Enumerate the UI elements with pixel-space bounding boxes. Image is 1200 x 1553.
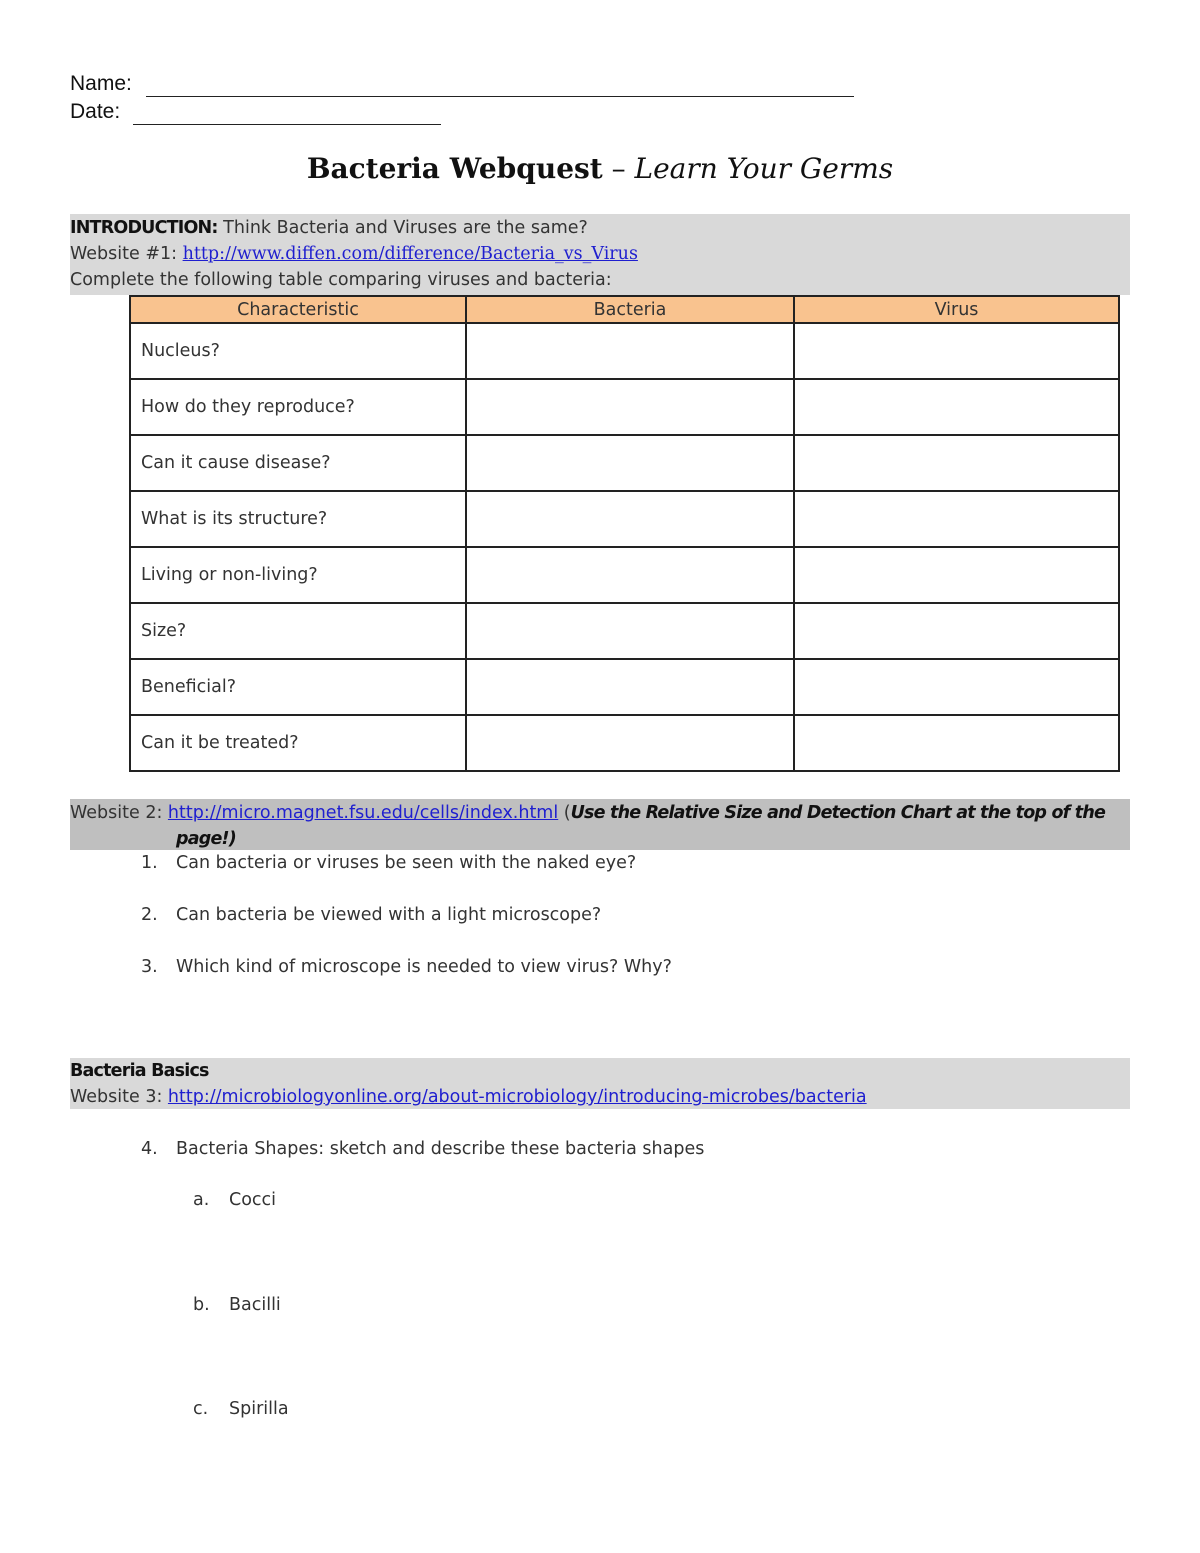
website3-label: Website 3: [70, 1087, 168, 1107]
website2-line [70, 803, 1105, 823]
table-row [130, 603, 1119, 659]
bacteria-answer-cell[interactable] [466, 603, 794, 659]
bacteria-answer-cell[interactable] [466, 435, 794, 491]
question-4-text: Bacteria Shapes: sketch and describe these bacteria shapes [176, 1139, 705, 1159]
title-main: Bacteria Webquest [306, 152, 603, 185]
date-field[interactable] [133, 124, 441, 125]
table-row [130, 379, 1119, 435]
bacteria-answer-cell[interactable] [466, 379, 794, 435]
header-characteristic: Characteristic [130, 296, 466, 323]
question-2-number: 2. [141, 905, 158, 925]
question-2-text: Can bacteria be viewed with a light microscope? [176, 905, 602, 925]
shape-b-label: Bacilli [229, 1295, 281, 1315]
row-characteristic: What is its structure? [130, 491, 466, 547]
row-characteristic: Living or non-living? [130, 547, 466, 603]
basics-heading: Bacteria Basics [70, 1061, 209, 1081]
website2-note-cont: page!) [176, 829, 236, 849]
website1-line [70, 244, 638, 264]
shape-b-letter: b. [193, 1295, 210, 1315]
shape-a-letter: a. [193, 1190, 210, 1210]
name-label: Name: [70, 72, 132, 95]
table-row [130, 547, 1119, 603]
bacteria-answer-cell[interactable] [466, 323, 794, 379]
name-field[interactable] [146, 96, 854, 97]
header-bacteria: Bacteria [466, 296, 794, 323]
question-1-number: 1. [141, 853, 158, 873]
intro-line [70, 218, 588, 238]
website1-label: Website #1: [70, 244, 183, 264]
website3-link[interactable]: http://microbiologyonline.org/about-microbiology/introducing-microbes/bacteria [167, 1087, 867, 1107]
virus-answer-cell[interactable] [794, 659, 1119, 715]
shape-c-letter: c. [193, 1399, 209, 1419]
shape-c-label: Spirilla [229, 1399, 289, 1419]
table-header-row [130, 296, 1119, 323]
table-row [130, 435, 1119, 491]
bacteria-answer-cell[interactable] [466, 547, 794, 603]
website2-label: Website 2: [70, 803, 168, 823]
virus-answer-cell[interactable] [794, 491, 1119, 547]
row-characteristic: Size? [130, 603, 466, 659]
question-3-number: 3. [141, 957, 158, 977]
row-characteristic: How do they reproduce? [130, 379, 466, 435]
table-instruction: Complete the following table comparing viruses and bacteria: [70, 270, 612, 290]
virus-answer-cell[interactable] [794, 323, 1119, 379]
virus-answer-cell[interactable] [794, 379, 1119, 435]
row-characteristic: Can it be treated? [130, 715, 466, 771]
website1-link[interactable]: http://www.diffen.com/difference/Bacteria_vs_Virus [182, 244, 638, 264]
question-3-text: Which kind of microscope is needed to view virus? Why? [176, 957, 672, 977]
question-1-text: Can bacteria or viruses be seen with the naked eye? [176, 853, 637, 873]
intro-text: Think Bacteria and Viruses are the same? [217, 218, 588, 238]
website2-note: Use the Relative Size and Detection Chart at the top of the [570, 803, 1106, 823]
virus-answer-cell[interactable] [794, 435, 1119, 491]
table-row [130, 323, 1119, 379]
table-row [130, 491, 1119, 547]
title-subtitle: Learn Your Germs [634, 152, 894, 185]
bacteria-answer-cell[interactable] [466, 659, 794, 715]
intro-heading: INTRODUCTION: [70, 218, 218, 238]
title-dash: – [602, 152, 635, 185]
website2-link[interactable]: http://micro.magnet.fsu.edu/cells/index.html [167, 803, 559, 823]
bacteria-answer-cell[interactable] [466, 715, 794, 771]
shape-a-label: Cocci [229, 1190, 277, 1210]
bacteria-answer-cell[interactable] [466, 491, 794, 547]
header-virus: Virus [794, 296, 1119, 323]
date-label: Date: [70, 100, 121, 123]
website3-line [70, 1087, 867, 1107]
website2-note-open: ( [558, 803, 571, 823]
table-row [130, 659, 1119, 715]
page-title [0, 152, 1200, 185]
table-row [130, 715, 1119, 771]
virus-answer-cell[interactable] [794, 603, 1119, 659]
row-characteristic: Beneficial? [130, 659, 466, 715]
virus-answer-cell[interactable] [794, 547, 1119, 603]
virus-answer-cell[interactable] [794, 715, 1119, 771]
row-characteristic: Can it cause disease? [130, 435, 466, 491]
row-characteristic: Nucleus? [130, 323, 466, 379]
comparison-table [129, 295, 1120, 772]
question-4-number: 4. [141, 1139, 158, 1159]
